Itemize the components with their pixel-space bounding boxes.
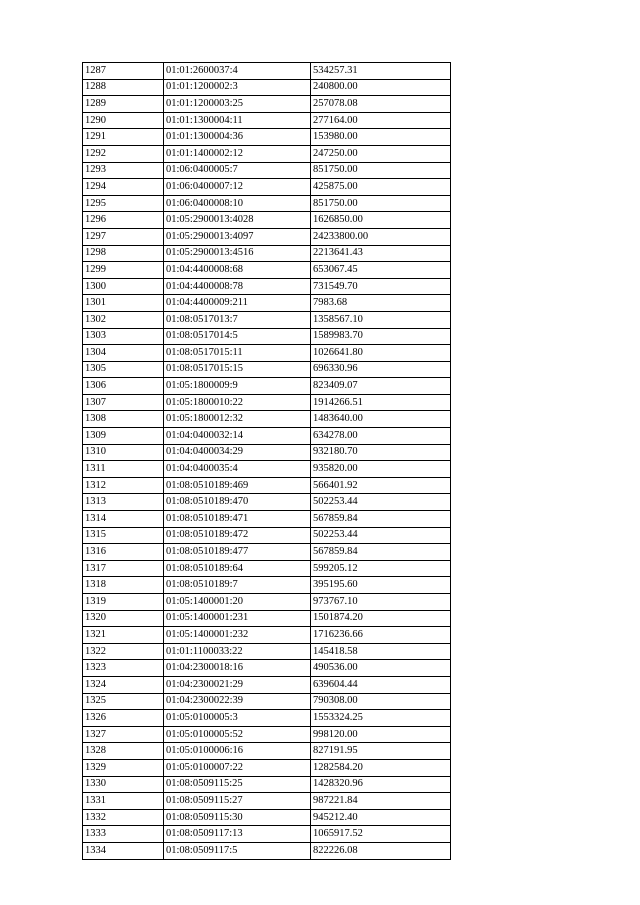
- cadastral-number-cell: 01:05:1800012:32: [164, 411, 311, 428]
- value-cell: 599205.12: [311, 560, 451, 577]
- table-row: [83, 627, 451, 644]
- value-cell: 1716236.66: [311, 627, 451, 644]
- cadastral-number-cell: 01:08:0510189:470: [164, 494, 311, 511]
- value-cell: 822226.08: [311, 842, 451, 859]
- table-row: [83, 295, 451, 312]
- value-cell: 240800.00: [311, 79, 451, 96]
- table-row: [83, 112, 451, 129]
- table-row: [83, 527, 451, 544]
- table-row: [83, 328, 451, 345]
- table-row: [83, 726, 451, 743]
- table-row: [83, 145, 451, 162]
- cadastral-number-cell: 01:01:1300004:36: [164, 129, 311, 146]
- row-number-cell: 1290: [83, 112, 164, 129]
- row-number-cell: 1317: [83, 560, 164, 577]
- value-cell: 1483640.00: [311, 411, 451, 428]
- cadastral-number-cell: 01:08:0509115:27: [164, 793, 311, 810]
- table-row: [83, 743, 451, 760]
- value-cell: 490536.00: [311, 660, 451, 677]
- table-row: [83, 162, 451, 179]
- table-row: [83, 643, 451, 660]
- table-row: [83, 826, 451, 843]
- table-body: [83, 63, 451, 860]
- row-number-cell: 1289: [83, 96, 164, 113]
- cadastral-value-table: [82, 62, 451, 860]
- value-cell: 851750.00: [311, 195, 451, 212]
- cadastral-number-cell: 01:04:2300021:29: [164, 676, 311, 693]
- cadastral-number-cell: 01:08:0509117:5: [164, 842, 311, 859]
- table-row: [83, 610, 451, 627]
- row-number-cell: 1306: [83, 378, 164, 395]
- cadastral-number-cell: 01:05:1400001:232: [164, 627, 311, 644]
- cadastral-number-cell: 01:08:0509115:30: [164, 809, 311, 826]
- table-row: [83, 511, 451, 528]
- row-number-cell: 1287: [83, 63, 164, 80]
- row-number-cell: 1308: [83, 411, 164, 428]
- value-cell: 567859.84: [311, 511, 451, 528]
- value-cell: 567859.84: [311, 544, 451, 561]
- cadastral-number-cell: 01:04:4400008:78: [164, 278, 311, 295]
- row-number-cell: 1324: [83, 676, 164, 693]
- row-number-cell: 1322: [83, 643, 164, 660]
- value-cell: 932180.70: [311, 444, 451, 461]
- cadastral-number-cell: 01:01:1300004:11: [164, 112, 311, 129]
- table-row: [83, 809, 451, 826]
- table-row: [83, 710, 451, 727]
- row-number-cell: 1311: [83, 461, 164, 478]
- value-cell: 24233800.00: [311, 228, 451, 245]
- row-number-cell: 1295: [83, 195, 164, 212]
- row-number-cell: 1323: [83, 660, 164, 677]
- cadastral-number-cell: 01:04:4400009:211: [164, 295, 311, 312]
- cadastral-number-cell: 01:01:2600037:4: [164, 63, 311, 80]
- value-cell: 1589983.70: [311, 328, 451, 345]
- row-number-cell: 1331: [83, 793, 164, 810]
- value-cell: 1282584.20: [311, 759, 451, 776]
- value-cell: 502253.44: [311, 527, 451, 544]
- table-row: [83, 477, 451, 494]
- row-number-cell: 1328: [83, 743, 164, 760]
- cadastral-number-cell: 01:08:0517013:7: [164, 311, 311, 328]
- table-row: [83, 378, 451, 395]
- cadastral-number-cell: 01:08:0510189:64: [164, 560, 311, 577]
- cadastral-number-cell: 01:01:1200003:25: [164, 96, 311, 113]
- row-number-cell: 1334: [83, 842, 164, 859]
- row-number-cell: 1327: [83, 726, 164, 743]
- cadastral-number-cell: 01:04:2300022:39: [164, 693, 311, 710]
- table-row: [83, 79, 451, 96]
- row-number-cell: 1297: [83, 228, 164, 245]
- row-number-cell: 1298: [83, 245, 164, 262]
- cadastral-number-cell: 01:05:2900013:4097: [164, 228, 311, 245]
- value-cell: 2213641.43: [311, 245, 451, 262]
- value-cell: 653067.45: [311, 262, 451, 279]
- cadastral-number-cell: 01:04:0400034:29: [164, 444, 311, 461]
- value-cell: 534257.31: [311, 63, 451, 80]
- table-row: [83, 345, 451, 362]
- cadastral-number-cell: 01:08:0509115:25: [164, 776, 311, 793]
- row-number-cell: 1299: [83, 262, 164, 279]
- cadastral-number-cell: 01:01:1200002:3: [164, 79, 311, 96]
- value-cell: 7983.68: [311, 295, 451, 312]
- value-cell: 987221.84: [311, 793, 451, 810]
- table-row: [83, 129, 451, 146]
- row-number-cell: 1304: [83, 345, 164, 362]
- value-cell: 395195.60: [311, 577, 451, 594]
- table-row: [83, 776, 451, 793]
- cadastral-number-cell: 01:04:2300018:16: [164, 660, 311, 677]
- value-cell: 502253.44: [311, 494, 451, 511]
- table-row: [83, 594, 451, 611]
- value-cell: 935820.00: [311, 461, 451, 478]
- cadastral-number-cell: 01:05:1400001:231: [164, 610, 311, 627]
- table-row: [83, 560, 451, 577]
- cadastral-number-cell: 01:04:4400008:68: [164, 262, 311, 279]
- value-cell: 639604.44: [311, 676, 451, 693]
- table-row: [83, 311, 451, 328]
- table-row: [83, 245, 451, 262]
- row-number-cell: 1314: [83, 511, 164, 528]
- cadastral-number-cell: 01:06:0400008:10: [164, 195, 311, 212]
- cadastral-number-cell: 01:05:0100006:16: [164, 743, 311, 760]
- value-cell: 247250.00: [311, 145, 451, 162]
- value-cell: 1026641.80: [311, 345, 451, 362]
- cadastral-number-cell: 01:05:0100007:22: [164, 759, 311, 776]
- cadastral-number-cell: 01:08:0510189:7: [164, 577, 311, 594]
- row-number-cell: 1309: [83, 428, 164, 445]
- value-cell: 731549.70: [311, 278, 451, 295]
- value-cell: 790308.00: [311, 693, 451, 710]
- cadastral-number-cell: 01:05:2900013:4516: [164, 245, 311, 262]
- row-number-cell: 1305: [83, 361, 164, 378]
- row-number-cell: 1294: [83, 179, 164, 196]
- cadastral-number-cell: 01:08:0510189:477: [164, 544, 311, 561]
- value-cell: 1428320.96: [311, 776, 451, 793]
- row-number-cell: 1329: [83, 759, 164, 776]
- row-number-cell: 1330: [83, 776, 164, 793]
- cadastral-number-cell: 01:01:1400002:12: [164, 145, 311, 162]
- row-number-cell: 1301: [83, 295, 164, 312]
- table-row: [83, 228, 451, 245]
- cadastral-number-cell: 01:08:0517014:5: [164, 328, 311, 345]
- row-number-cell: 1333: [83, 826, 164, 843]
- cadastral-number-cell: 01:08:0517015:15: [164, 361, 311, 378]
- value-cell: 277164.00: [311, 112, 451, 129]
- row-number-cell: 1291: [83, 129, 164, 146]
- table-row: [83, 428, 451, 445]
- cadastral-number-cell: 01:08:0510189:469: [164, 477, 311, 494]
- row-number-cell: 1312: [83, 477, 164, 494]
- row-number-cell: 1326: [83, 710, 164, 727]
- value-cell: 1553324.25: [311, 710, 451, 727]
- value-cell: 1065917.52: [311, 826, 451, 843]
- cadastral-number-cell: 01:05:1800010:22: [164, 394, 311, 411]
- cadastral-number-cell: 01:08:0517015:11: [164, 345, 311, 362]
- row-number-cell: 1321: [83, 627, 164, 644]
- row-number-cell: 1325: [83, 693, 164, 710]
- cadastral-number-cell: 01:06:0400005:7: [164, 162, 311, 179]
- table-row: [83, 179, 451, 196]
- table-row: [83, 361, 451, 378]
- row-number-cell: 1300: [83, 278, 164, 295]
- row-number-cell: 1296: [83, 212, 164, 229]
- table-row: [83, 96, 451, 113]
- row-number-cell: 1303: [83, 328, 164, 345]
- value-cell: 998120.00: [311, 726, 451, 743]
- row-number-cell: 1318: [83, 577, 164, 594]
- row-number-cell: 1320: [83, 610, 164, 627]
- row-number-cell: 1293: [83, 162, 164, 179]
- row-number-cell: 1316: [83, 544, 164, 561]
- table-row: [83, 577, 451, 594]
- value-cell: 851750.00: [311, 162, 451, 179]
- row-number-cell: 1302: [83, 311, 164, 328]
- cadastral-number-cell: 01:05:1800009:9: [164, 378, 311, 395]
- value-cell: 425875.00: [311, 179, 451, 196]
- row-number-cell: 1332: [83, 809, 164, 826]
- cadastral-number-cell: 01:04:0400035:4: [164, 461, 311, 478]
- row-number-cell: 1288: [83, 79, 164, 96]
- table-row: [83, 676, 451, 693]
- table-row: [83, 444, 451, 461]
- value-cell: 153980.00: [311, 129, 451, 146]
- cadastral-number-cell: 01:06:0400007:12: [164, 179, 311, 196]
- value-cell: 823409.07: [311, 378, 451, 395]
- table-row: [83, 494, 451, 511]
- cadastral-number-cell: 01:01:1100033:22: [164, 643, 311, 660]
- cadastral-number-cell: 01:05:1400001:20: [164, 594, 311, 611]
- row-number-cell: 1319: [83, 594, 164, 611]
- table-row: [83, 212, 451, 229]
- table-row: [83, 262, 451, 279]
- value-cell: 566401.92: [311, 477, 451, 494]
- cadastral-number-cell: 01:08:0510189:472: [164, 527, 311, 544]
- table-row: [83, 278, 451, 295]
- value-cell: 1626850.00: [311, 212, 451, 229]
- value-cell: 973767.10: [311, 594, 451, 611]
- row-number-cell: 1315: [83, 527, 164, 544]
- value-cell: 945212.40: [311, 809, 451, 826]
- cadastral-number-cell: 01:05:0100005:3: [164, 710, 311, 727]
- table-row: [83, 394, 451, 411]
- cadastral-number-cell: 01:08:0510189:471: [164, 511, 311, 528]
- table-row: [83, 195, 451, 212]
- row-number-cell: 1307: [83, 394, 164, 411]
- row-number-cell: 1310: [83, 444, 164, 461]
- table-row: [83, 660, 451, 677]
- table-row: [83, 63, 451, 80]
- value-cell: 257078.08: [311, 96, 451, 113]
- row-number-cell: 1292: [83, 145, 164, 162]
- table-row: [83, 411, 451, 428]
- cadastral-number-cell: 01:08:0509117:13: [164, 826, 311, 843]
- value-cell: 634278.00: [311, 428, 451, 445]
- value-cell: 1501874.20: [311, 610, 451, 627]
- cadastral-number-cell: 01:05:2900013:4028: [164, 212, 311, 229]
- cadastral-number-cell: 01:05:0100005:52: [164, 726, 311, 743]
- row-number-cell: 1313: [83, 494, 164, 511]
- table-row: [83, 842, 451, 859]
- value-cell: 696330.96: [311, 361, 451, 378]
- table-row: [83, 461, 451, 478]
- value-cell: 145418.58: [311, 643, 451, 660]
- table-row: [83, 544, 451, 561]
- value-cell: 1914266.51: [311, 394, 451, 411]
- cadastral-number-cell: 01:04:0400032:14: [164, 428, 311, 445]
- value-cell: 827191.95: [311, 743, 451, 760]
- table-row: [83, 759, 451, 776]
- value-cell: 1358567.10: [311, 311, 451, 328]
- table-row: [83, 693, 451, 710]
- table-row: [83, 793, 451, 810]
